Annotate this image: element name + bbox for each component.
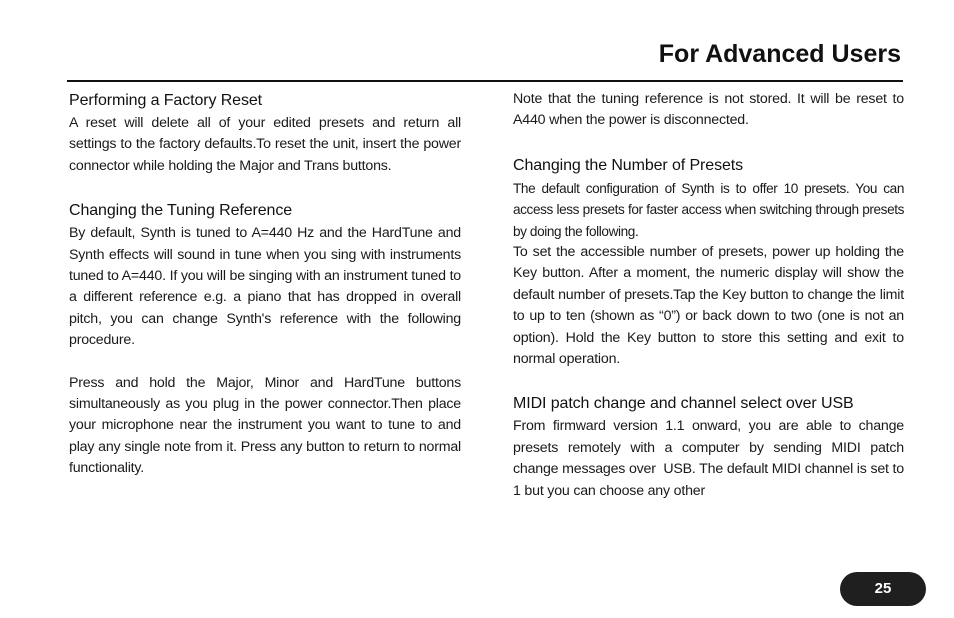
number-of-presets-section	[513, 154, 904, 371]
tuning-procedure-body: Press and hold the Major, Minor and HardTune buttons simultaneously as you plug in the power connector.Then place your microphone near the instrument you want to tune to and play any single note from it. Press any button to return to normal functionality.	[69, 374, 461, 477]
number-of-presets-intro: The default configuration of Synth is to offer 10 presets. You can access less presets for faster access when switching through presets by doing the following.	[513, 180, 904, 239]
tuning-reference-heading: Changing the Tuning Reference	[69, 202, 293, 220]
spacer	[513, 370, 904, 392]
page-title: For Advanced Users	[658, 40, 901, 68]
midi-heading: MIDI patch change and channel select over USB	[513, 395, 854, 413]
tuning-reference-body: By default, Synth is tuned to A=440 Hz and the HardTune and Synth effects will sound in tune when you sing with instruments tuned to A=440. If you will be singing with an instrument tuned to a different reference e.g. a piano that has dropped in overall pitch, you can change Synth's reference with the following procedure.	[69, 225, 461, 349]
left-column	[69, 89, 461, 480]
factory-reset-heading: Performing a Factory Reset	[69, 92, 263, 109]
spacer	[69, 352, 461, 373]
tuning-reference-section	[69, 199, 461, 479]
title-divider	[67, 80, 903, 82]
tuning-note-body: Note that the tuning reference is not stored. It will be reset to A440 when the power is disconnected.	[513, 91, 904, 129]
factory-reset-section	[69, 89, 461, 177]
spacer	[513, 132, 904, 154]
midi-body: From firmward version 1.1 onward, you are able to change presets remotely with a computer by sending MIDI patch change messages over USB. The default MIDI channel is set to 1 but you can choose any other	[513, 418, 908, 499]
number-of-presets-heading: Changing the Number of Presets	[513, 156, 744, 174]
midi-section	[513, 392, 908, 502]
number-of-presets-body: To set the accessible number of presets, power up holding the Key button. After a moment, the numeric display will show the default number of presets.Tap the Key button to change the limit to up to ten (shown as “0”) or back down to two (one is not an option). Hold the Key button to store this setting and exit to normal operation.	[513, 244, 904, 368]
factory-reset-body: A reset will delete all of your edited presets and return all settings to the factory defaults.To reset the unit, insert the power connector while holding the Major and Trans buttons.	[69, 115, 461, 174]
page-number-badge: 25	[840, 572, 926, 606]
right-column	[513, 89, 908, 502]
spacer	[69, 177, 461, 199]
